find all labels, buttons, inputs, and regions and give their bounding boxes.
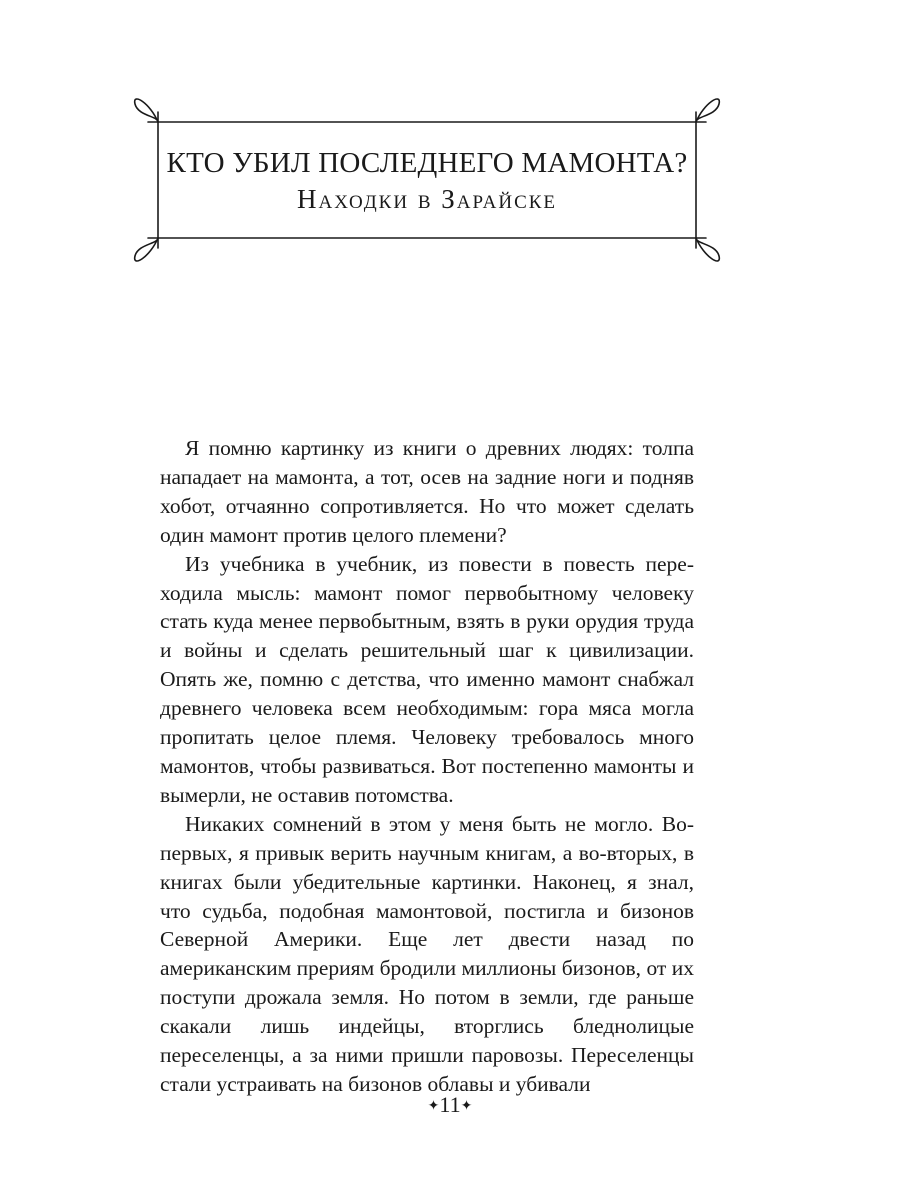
- page-number: 11: [439, 1092, 461, 1117]
- corner-flourish-top-right: [696, 99, 719, 122]
- paragraph: Я помню картинку из книги о древних людях: толпа нападает на мамонта, а тот, осев на задние ноги и подняв хобот, отчаянно сопротивляется. Но что может сделать один мамонт против целого племени?: [160, 436, 694, 547]
- ornament-left-icon: ✦: [427, 1099, 440, 1114]
- corner-flourish-top-left: [135, 99, 158, 122]
- paragraph: Из учебника в учебник, из повести в повесть переходила мысль: мамонт помог первобытному человеку стать куда менее первобытным, взять в руки орудия труда и войны и сделать решительный шаг к цивилизации. Опять же, помню с детства, что именно мамонт снабжал древнего человека всем необходимым: гора мяса могла пропитать целое племя. Человеку требовалось много мамонтов, чтобы развиваться. Вот постепенно мамонты и вымерли, не оставив потомства.: [160, 551, 694, 807]
- body-text: [160, 434, 694, 1099]
- corner-flourish-bottom-right: [696, 238, 719, 261]
- chapter-subtitle: Находки в Зарайске: [296, 184, 558, 214]
- page-number-footer: [0, 1092, 900, 1120]
- paragraph: Никаких сомнений в этом у меня быть не могло. Во-первых, я привык верить научным книгам, а во-вторых, в книгах были убедительные картинки. Наконец, я знал, что судьба, подобная мамонтовой, постигла и бизонов Северной Америки. Еще лет двести назад по американским прериям бродили миллионы бизонов, от их поступи дрожала земля. Но потом в земли, где раньше скакали лишь индейцы, вторглись бледнолицые переселенцы, а за ними пришли паровозы. Переселенцы стали устраивать на бизонов облавы и убивали: [160, 811, 694, 1096]
- chapter-heading: [158, 122, 696, 238]
- ornament-right-icon: ✦: [460, 1099, 473, 1114]
- chapter-title: КТО УБИЛ ПОСЛЕДНЕГО МАМОНТА?: [166, 147, 688, 179]
- corner-flourish-bottom-left: [135, 238, 158, 261]
